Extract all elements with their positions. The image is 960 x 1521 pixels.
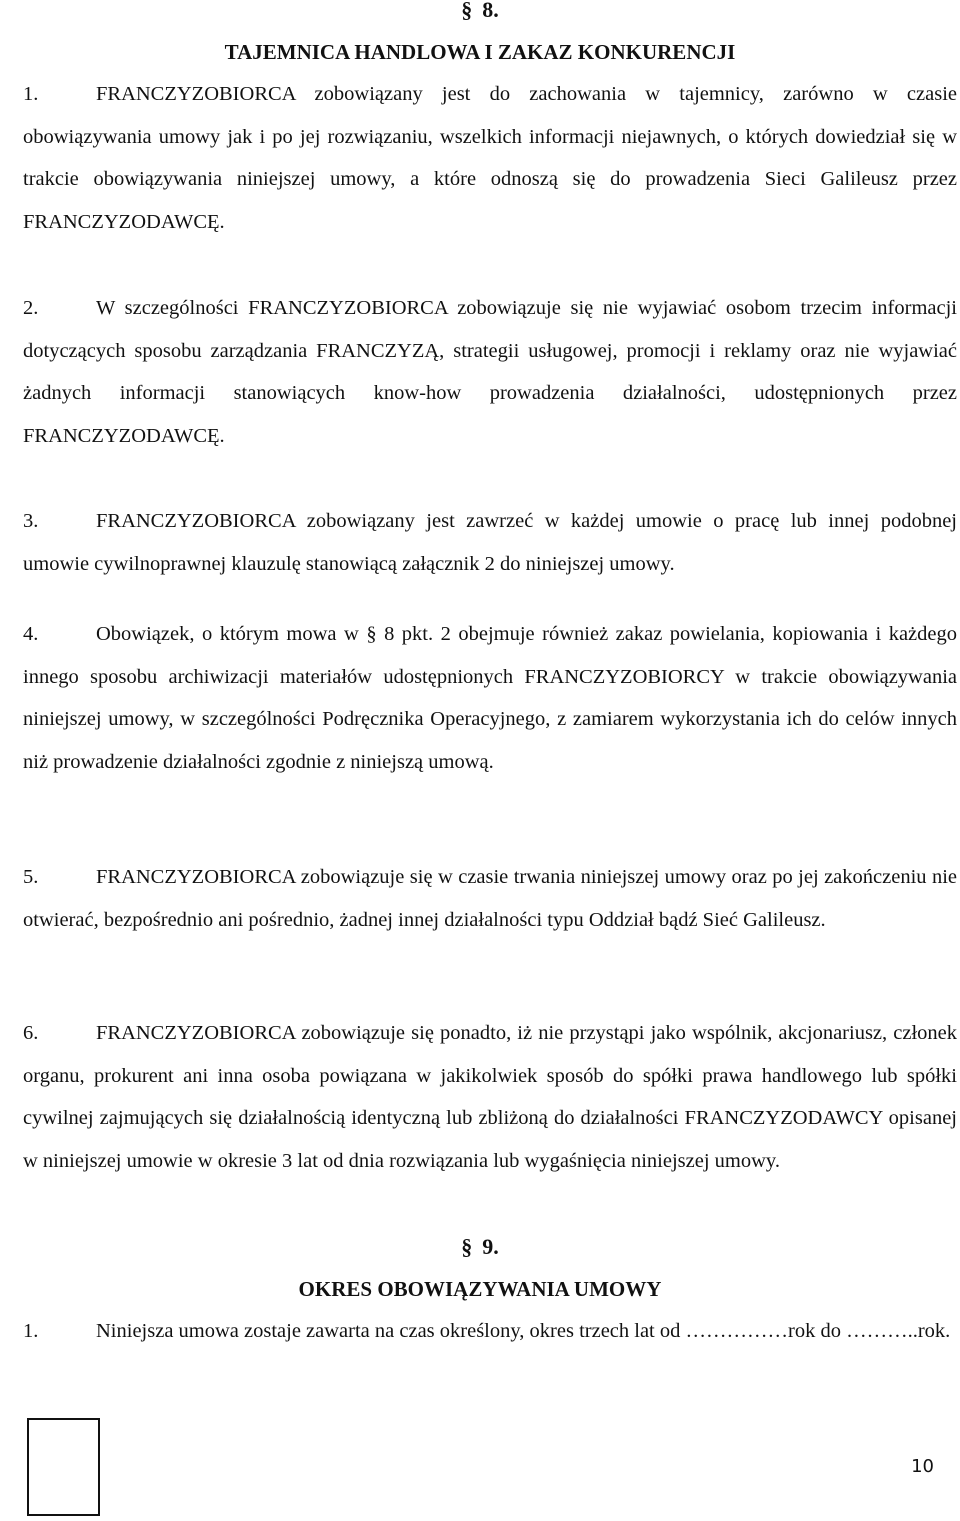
paragraph-text: FRANCZYZOBIORCA zobowiązuje się ponadto, iż nie przystąpi jako wspólnik, akcjonariusz, członek organu, prokurent ani inna osoba powiązana w jakikolwiek sposób do spółki prawa handlowego lub spółki cywilnej zajmujących się działalnością identyczną lub zbliżoną do działalności FRANCZYZODAWCY opisanej w niniejszej umowie w okresie 3 lat od dnia rozwiązania lub wygaśnięcia niniejszej umowy. [23,1022,957,1172]
paragraph-text: Obowiązek, o którym mowa w § 8 pkt. 2 obejmuje również zakaz powielania, kopiowania i każdego innego sposobu archiwizacji materiałów udostępnionych FRANCZYZOBIORCY w trakcie obowiązywania niniejszej umowy, w szczególności Podręcznika Operacyjnego, z zamiarem wykorzystania ich do celów innych niż prowadzenie działalności zgodnie z niniejszą umową. [23,623,957,773]
paragraph [23,1310,957,1353]
paragraph-text: Niniejsza umowa zostaje zawarta na czas określony, okres trzech lat od ……………rok do ………..rok. [96,1320,951,1342]
paragraph-number: 3. [23,510,39,532]
section-title: OKRES OBOWIĄZYWANIA UMOWY [298,1277,662,1301]
corner-box [27,1418,100,1516]
paragraph-number: 1. [23,83,39,105]
paragraph-number: 6. [23,1022,39,1044]
paragraph-number: 1. [23,1320,39,1342]
paragraph [23,500,957,585]
paragraph-text: FRANCZYZOBIORCA zobowiązany jest zawrzeć w każdej umowie o pracę lub innej podobnej umowie cywilnoprawnej klauzulę stanowiącą załącznik 2 do niniejszej umowy. [23,510,957,575]
section-number-value: 8. [482,0,499,22]
paragraph-number: 4. [23,623,39,645]
section-number [0,0,960,24]
section-number-value: 9. [482,1234,499,1259]
paragraph-text: W szczególności FRANCZYZOBIORCA zobowiązuje się nie wyjawiać osobom trzecim informacji dotyczących sposobu zarządzania FRANCZYZĄ, strategii usługowej, promocji i reklamy oraz nie wyjawiać żadnych informacji stanowiących know-how prowadzenia działalności, udostępnionych przez FRANCZYZODAWCĘ. [23,297,957,447]
paragraph-text: FRANCZYZOBIORCA zobowiązany jest do zachowania w tajemnicy, zarówno w czasie obowiązywania umowy jak i po jej rozwiązaniu, wszelkich informacji niejawnych, o których dowiedział się w trakcie obowiązywania niniejszej umowy, a które odnoszą się do prowadzenia Sieci Galileusz przez FRANCZYZODAWCĘ. [23,83,957,233]
section-number [0,1233,960,1261]
section-symbol: § [461,0,473,22]
paragraph [23,287,957,457]
paragraph-text: FRANCZYZOBIORCA zobowiązuje się w czasie trwania niniejszej umowy oraz po jej zakończeniu nie otwierać, bezpośrednio ani pośrednio, żadnej innej działalności typu Oddział bądź Sieć Galileusz. [23,866,957,931]
section-title: TAJEMNICA HANDLOWA I ZAKAZ KONKURENCJI [224,40,736,64]
page-number: 10 [911,1456,934,1477]
paragraph-number: 5. [23,866,39,888]
paragraph [23,73,957,243]
paragraph-number: 2. [23,297,39,319]
section-symbol: § [461,1234,473,1259]
paragraph [23,1012,957,1182]
paragraph [23,613,957,783]
paragraph [23,856,957,941]
